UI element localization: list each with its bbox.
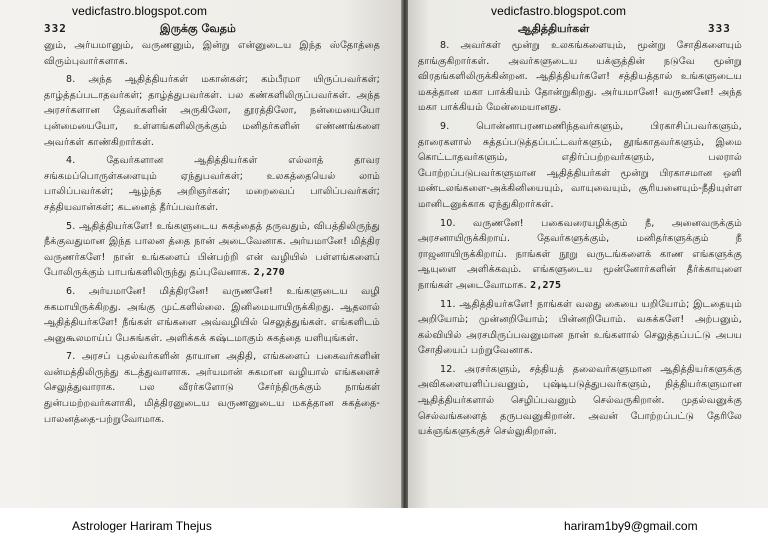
left-text-block <box>44 38 380 504</box>
left-paragraph-2: 4. தேவர்களான ஆதித்தியர்கள் எல்லாத் தாவர சங்கமப்பொருள்களையும் ஏந்துபவர்கள்; உலகத்தையெல் லாம் பாலிப்பவர்கள்; ஆழ்ந்த அறிஞர்கள்; மறைவைப் பாலிப்பவர்கள்; சத்தியவான்கள்; கடனைத் தீர்ப்பவர்கள். <box>44 155 380 213</box>
watermark-left: vedicfastro.blogspot.com <box>72 4 208 18</box>
verse-reference: 2,275 <box>530 279 562 291</box>
right-paragraph-1: 9. பொன்னாபரணமணிந்தவர்களும், பிரகாசிப்பவர்களும், தாரைகளால் சுத்தப்படுத்தப்பட்டவர்களும், தூங்காதவர்களும், இமை கொட்டாதவர்களும், எதிர்ப்பற்றவர்களும், பலரால் போற்றப்படுபவர்களுமான ஆதித்தியர்கள் மூன்று பிரகாசமான ஒளி மண்டலங்களை-அக்கினியையும், வாயுவையும், சூரியனையும்-நீதியுள்ள மானிடனுக்காக ஏந்துகிறார்கள். <box>418 120 742 210</box>
verse-reference: 2,270 <box>253 267 285 279</box>
right-paragraph-4: 12. அரசர்களும், சத்தியத் தலைவர்களுமான ஆதித்தியர்களுக்கு அவிகளையளிப்பவனும், புஷ்டிபடுத்துபவர்களும், நித்தியர்களுமான ஆதித்தியர்களால் செழிப்பவனும் செல்வருகிறான். முதல்வனுக்கு செல்வங்களைத் தருபவனுகிறான். அவன் போற்றப்பட்டு தேரிலே யக்ஞங்களுக்குச் செல்லுகிறான். <box>418 363 742 438</box>
left-paragraph-5: 7. அரசப் புதல்வர்களின் தாயான அதிதி, எங்களைப் பகைவர்களின் வன்மத்திலிருந்து கடத்துவாளாக. அர்யமான் சுகமான வழியால் எங்களைச் செலுத்துவாராக. பல வீரர்களோடு சேர்ந்திருக்கும் நாங்கள் துன்பமற்றவர்களாகி, மித்திரனுடைய வருணனுடைய மகத்தான சுகத்தை-பாலனத்தை-பற்றுவோமாக. <box>44 351 380 425</box>
left-paragraph-3: 5. ஆதித்தியர்களே! உங்களுடைய சுகத்தைத் தருவதும், விபத்திலிருந்து நீக்குவதுமான இந்த பாலன த்தை நான் அடைவேனாக. அர்யமானே! மித்திர வருணர்களே! நான் உங்களைப் பின்பற்றி என் வழியில் பள்ளங்களைப் போலிருக்கும் பாபங்களிலிருந்து தப்புவேனாக. 2,270 <box>44 220 380 279</box>
right-running-head: ஆதித்தியர்கள் <box>518 22 590 35</box>
left-paragraph-1: 8. அந்த ஆதித்தியர்கள் மகான்கள்; கம்பீரமா யிருப்பவர்கள்; தாழ்த்தப்படாதவர்கள்; தாழ்த்துபவர்கள். பல கண்களிலிருப்பவர்கள். அந்த அரசர்களான தேவர்களின் அருகிலோ, தூரத்திலோ, நன்மையையோ புன்மையையோ, உள்ளங்களிலிருக்கும் மனிதர்களின் எண்ணங்களை அவர்கள் காண்கிறார்கள். <box>44 74 380 148</box>
right-text-block <box>418 38 742 504</box>
footer-author: Astrologer Hariram Thejus <box>72 519 212 533</box>
left-running-head: இருக்கு வேதம் <box>160 22 236 35</box>
footer-email: hariram1by9@gmail.com <box>564 519 698 533</box>
right-paragraph-2: 10. வருணனே! பகைவரையழிக்கும் நீ, அனைவருக்கும் அரசனாயிருக்கிறாய். தேவர்களுக்கும், மனிதர்களுக்கும் நீ ராஜனாயிருக்கிறாய். நாங்கள் நூறு வருடங்களைக் காண எங்களுக்கு ஆயுளை அளிக்கவும். எங்களுடைய மூன்னோர்களின் தீர்க்காயுளை நாங்கள் அடைவோமாக. 2,275 <box>418 217 742 291</box>
left-page-number: 332 <box>44 22 67 35</box>
left-page <box>0 0 402 508</box>
right-page-number: 333 <box>708 22 731 35</box>
right-paragraph-3: 11. ஆதித்தியர்களே! நாங்கள் வலது கையை யறியோம்; இடதையும் அறியோம்; முன்னறியோம்; பின்னறியோம். வசுக்களே! அற்பனும், கல்வியில் அரசமிருப்பவனுமான நான் உங்களால் செலுத்தப்பட்டு அபய சோதியைப் பற்றுவேனாக. <box>418 298 742 357</box>
right-page <box>408 0 768 508</box>
watermark-right: vedicfastro.blogspot.com <box>491 4 627 18</box>
right-paragraph-0: 8. அவர்கள் மூன்று உலகங்களையும், மூன்று சோதிகளையும் தாங்குகிறார்கள். அவர்களுடைய யக்ஞத்தின் நடுவே மூன்று விரதங்களிலிருக்கின்றன. ஆதித்தியர்களே! சத்தியத்தால் உங்களுடைய மகத்தான மகா பாக்கியம் தோன்றுகிறது. அர்யமானே! வருணனே! அந்த மகா பாக்கியம் மேன்மையானது. <box>418 40 742 114</box>
left-paragraph-4: 6. அர்யமானே! மித்திரனே! வருணனே! உங்களுடைய வழி சுகமாயிருக்கிறது. அங்கு முட்களில்லை. இனிமையாயிருக்கிறது. ஆதலால் ஆதித்தியர்களே! நீங்கள் எங்களை அவ்வழியில் செலுத்துங்கள். எங்களிடம் அனுகூலமாய்ப் பேசுங்கள். அளிக்கக் கஷ்டமாகும் சுகத்தை யளியுங்கள். <box>44 285 380 344</box>
left-paragraph-0: னும், அர்யமானும், வருணனும், இன்று என்னுடைய இந்த ஸ்தோத்தை விரும்புவார்களாக. <box>44 40 380 67</box>
